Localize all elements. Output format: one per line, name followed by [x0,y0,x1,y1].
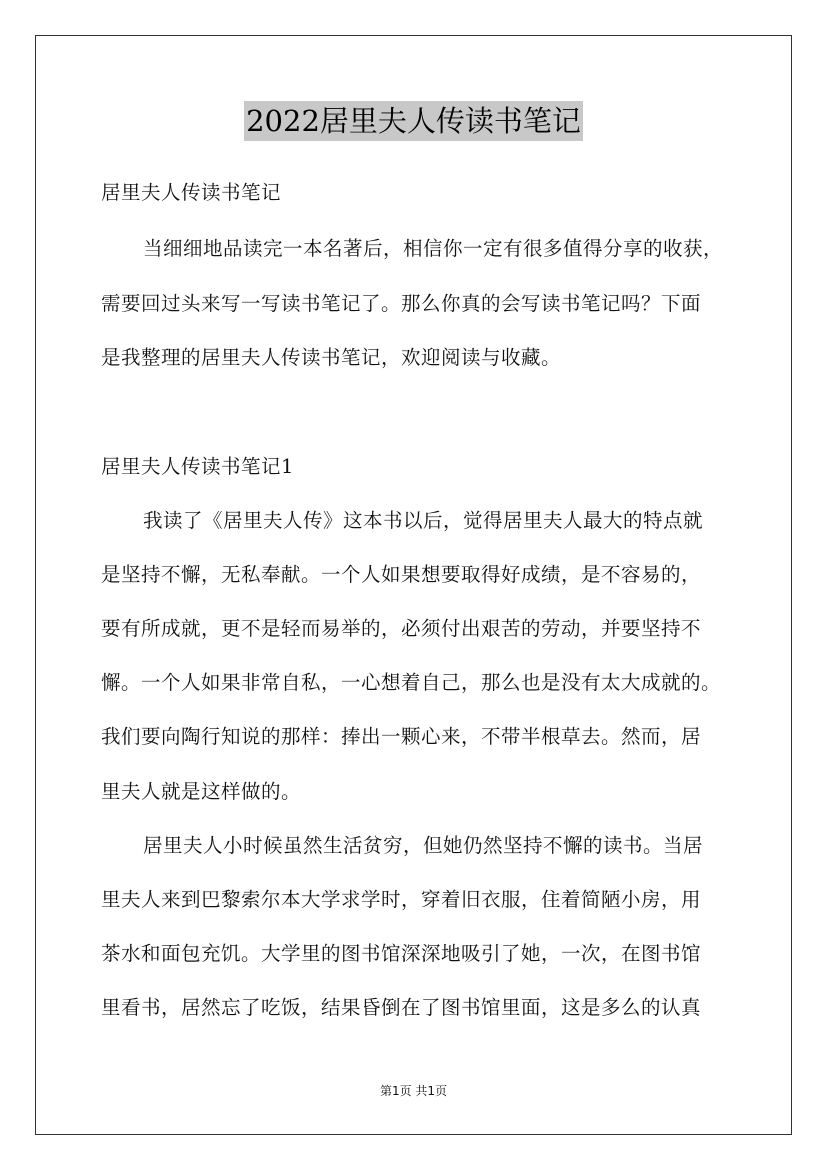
paragraph-line: 里夫人来到巴黎索尔本大学求学时，穿着旧衣服，住着简陋小房，用 [101,888,702,911]
section-heading: 居里夫人传读书笔记 [101,181,282,204]
paragraph-line: 要有所成就，更不是轻而易举的，必须付出艰苦的劳动，并要坚持不 [101,617,702,640]
page-number: 第1页 共1页 [379,1084,448,1098]
paragraph-line: 居里夫人小时候虽然生活贫穷，但她仍然坚持不懈的读书。当居 [143,834,704,857]
paragraph-line: 我读了《居里夫人传》这本书以后，觉得居里夫人最大的特点就 [143,509,704,532]
paragraph-line: 懈。一个人如果非常自私，一心想着自己，那么也是没有太大成就的。 [101,671,722,694]
paragraph-line: 是坚持不懈，无私奉献。一个人如果想要取得好成绩，是不容易的， [101,563,702,586]
document-title: 2022居里夫人传读书笔记 [244,101,583,141]
paragraph-line: 里看书，居然忘了吃饭，结果昏倒在了图书馆里面，这是多么的认真 [101,996,702,1019]
section-heading: 居里夫人传读书笔记1 [101,455,294,478]
paragraph-line: 我们要向陶行知说的那样：捧出一颗心来，不带半根草去。然而，居 [101,725,702,748]
paragraph-line: 当细细地品读完一本名著后，相信你一定有很多值得分享的收获， [143,237,724,260]
paragraph-line: 是我整理的居里夫人传读书笔记，欢迎阅读与收藏。 [101,346,562,369]
paragraph-line: 需要回过头来写一写读书笔记了。那么你真的会写读书笔记吗？下面 [101,292,702,315]
paragraph-line: 里夫人就是这样做的。 [101,780,302,803]
title-container [0,101,827,141]
paragraph-line: 茶水和面包充饥。大学里的图书馆深深地吸引了她，一次，在图书馆 [101,942,702,965]
